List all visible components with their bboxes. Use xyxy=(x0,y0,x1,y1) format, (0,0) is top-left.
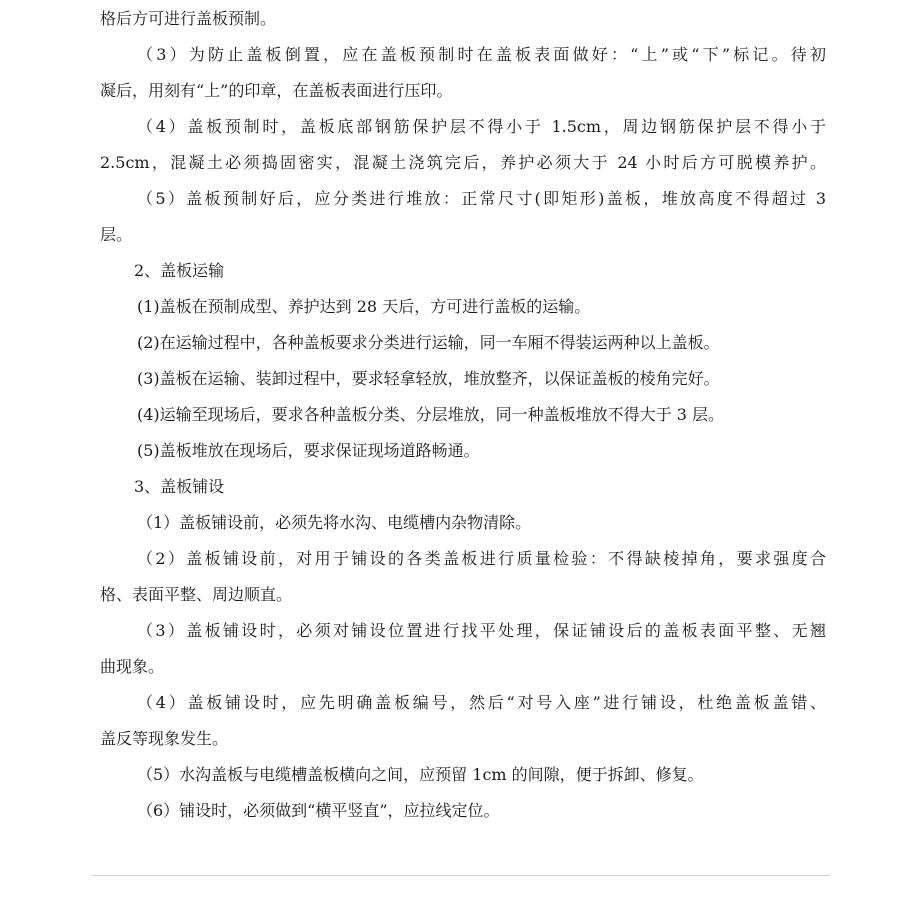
text-line: （3）为防止盖板倒置，应在盖板预制时在盖板表面做好：“上”或“下”标记。待初 xyxy=(137,45,826,64)
text-line: 凝后，用刻有“上”的印章，在盖板表面进行压印。 xyxy=(100,81,453,100)
text-line: （1）盖板铺设前，必须先将水沟、电缆槽内杂物清除。 xyxy=(137,513,532,532)
text-line: (1)盖板在预制成型、养护达到 28 天后，方可进行盖板的运输。 xyxy=(137,297,591,316)
text-line: （5）盖板预制好后，应分类进行堆放：正常尺寸(即矩形)盖板，堆放高度不得超过 3 xyxy=(137,189,826,208)
text-line: (2)在运输过程中，各种盖板要求分类进行运输，同一车厢不得装运两种以上盖板。 xyxy=(137,333,720,352)
page-divider xyxy=(92,875,830,876)
text-line: 2.5cm，混凝土必须捣固密实，混凝土浇筑完后，养护必须大于 24 小时后方可脱模养护。 xyxy=(100,153,826,172)
text-line: 格、表面平整、周边顺直。 xyxy=(100,585,293,604)
text-line: (5)盖板堆放在现场后，要求保证现场道路畅通。 xyxy=(137,441,480,460)
text-line: （4）盖板预制时，盖板底部钢筋保护层不得小于 1.5cm，周边钢筋保护层不得小于 xyxy=(137,117,826,136)
section-heading: 3、盖板铺设 xyxy=(134,477,225,496)
text-line: （5）水沟盖板与电缆槽盖板横向之间，应预留 1cm 的间隙，便于拆卸、修复。 xyxy=(137,765,704,784)
text-line: （4）盖板铺设时，应先明确盖板编号，然后“对号入座”进行铺设，杜绝盖板盖错、 xyxy=(137,693,826,712)
text-line: （6）铺设时，必须做到“横平竖直”，应拉线定位。 xyxy=(137,801,500,820)
text-line: （2）盖板铺设前，对用于铺设的各类盖板进行质量检验：不得缺棱掉角，要求强度合 xyxy=(137,549,826,568)
text-line: 层。 xyxy=(100,225,133,244)
text-line: 盖反等现象发生。 xyxy=(100,729,229,748)
text-line: （3）盖板铺设时，必须对铺设位置进行找平处理，保证铺设后的盖板表面平整、无翘 xyxy=(137,621,826,640)
text-line: (3)盖板在运输、装卸过程中，要求轻拿轻放，堆放整齐，以保证盖板的棱角完好。 xyxy=(137,369,720,388)
text-line: 曲现象。 xyxy=(100,657,165,676)
text-line: (4)运输至现场后，要求各种盖板分类、分层堆放，同一种盖板堆放不得大于 3 层。 xyxy=(137,405,725,424)
text-line: 格后方可进行盖板预制。 xyxy=(100,9,277,28)
section-heading: 2、盖板运输 xyxy=(134,261,225,280)
